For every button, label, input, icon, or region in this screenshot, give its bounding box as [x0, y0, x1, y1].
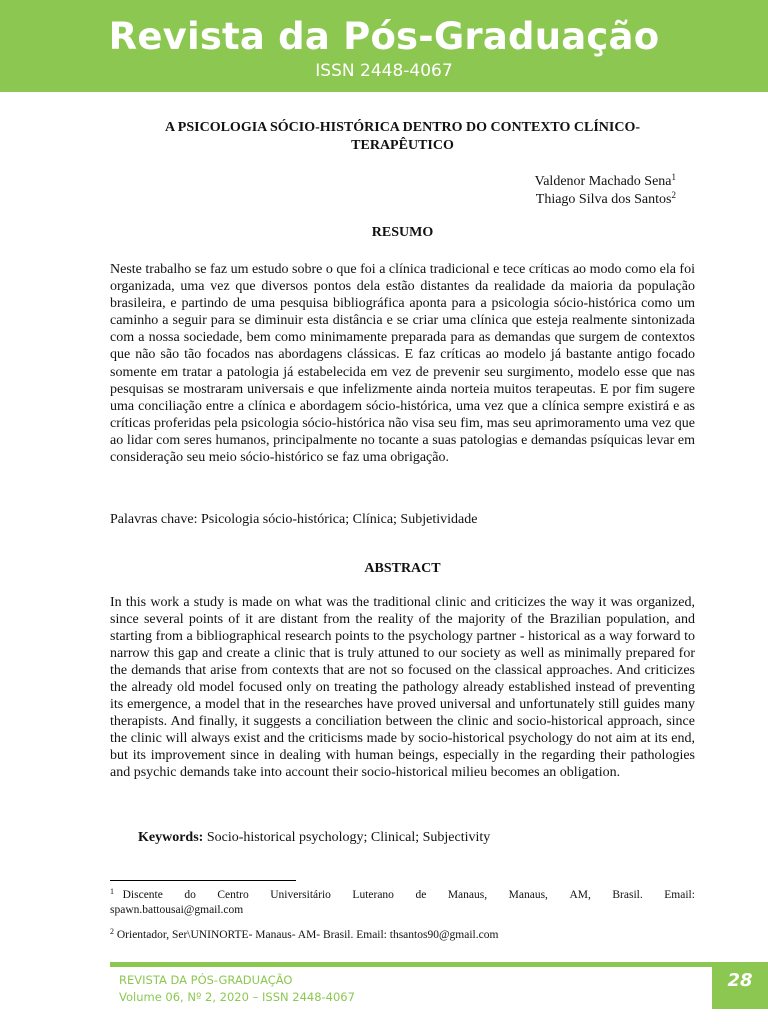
- abstract-heading: ABSTRACT: [364, 561, 441, 576]
- footnote-email[interactable]: spawn.battousai@gmail.com: [110, 904, 244, 916]
- footnote-word: AM,: [569, 889, 591, 901]
- author-name: Valdenor Machado Sena: [534, 174, 672, 189]
- resumo-keywords: Palavras chave: Psicologia sócio-histórica; Clínica; Subjetividade: [110, 512, 478, 527]
- footnote-text: Orientador, Ser\UNINORTE- Manaus- AM- Brasil. Email: thsantos90@gmail.com: [116, 929, 499, 941]
- footnote-number: 1: [110, 887, 114, 896]
- keywords-value: Socio-historical psychology; Clinical; Subjectivity: [206, 830, 491, 845]
- footnote-2: [110, 928, 695, 943]
- resumo-text: Neste trabalho se faz um estudo sobre o que foi a clínica tradicional e tece críticas ao modo como ela foi organizada, uma vez que diversos pontos dela estão distantes da realidade da maioria da população brasileira, e partindo de uma pesquisa bibliográfica aponta para a psicologia sócio-histórica como um caminho a seguir para se diminuir esta distância e se criar uma clínica que esteja realmente sintonizada com a nossa sociedade, bem como minimamente preparada para as demandas que surgem de contextos que não são tão focados nas abordagens clássicas. E faz críticas ao modelo já bastante antigo focado somente em tratar a patologia já estabelecida em vez de prevenir seu surgimento, modelo esse que nas pesquisas se mostraram universais e que infelizmente ainda norteia muitos terapeutas. E por fim sugere uma conciliação entre a clínica e abordagem sócio-histórica, uma vez que a clínica sempre existirá e as críticas proferidas pela psicologia sócio-histórica não visa seu fim, mas seu aprimoramento uma vez que ao lidar com seres humanos, principalmente no tocante a suas patologias e demandas psíquicas levar em consideração seu meio sócio-histórico se faz uma obrigação.: [110, 262, 695, 466]
- footnote-ref: 1: [671, 172, 676, 182]
- footnote-word: [110, 888, 163, 903]
- footer-volume-line: Volume 06, Nº 2, 2020 – ISSN 2448-4067: [119, 990, 355, 1004]
- journal-issn: ISSN 2448-4067: [315, 61, 453, 81]
- keywords-label: Keywords:: [138, 830, 204, 845]
- footnote-divider: [110, 880, 296, 881]
- article-title-line: A PSICOLOGIA SÓCIO-HISTÓRICA DENTRO DO CONTEXTO CLÍNICO-: [164, 120, 641, 135]
- footnote-1: [110, 888, 695, 918]
- footnote-word: do: [184, 889, 196, 901]
- footnote-word: Universitário: [270, 889, 331, 901]
- footnote-word: Manaus,: [508, 889, 548, 901]
- journal-header: [0, 0, 768, 92]
- footnote-word: Manaus,: [447, 889, 488, 901]
- resumo-heading: RESUMO: [371, 225, 434, 240]
- author-list: [535, 173, 676, 209]
- journal-title: Revista da Pós-Graduação: [108, 15, 660, 58]
- abstract-keywords: [138, 829, 698, 846]
- author-name: Thiago Silva dos Santos: [535, 192, 672, 207]
- footnote-word: Centro: [217, 889, 249, 901]
- abstract-text: In this work a study is made on what was the traditional clinic and criticizes the way it was organized, since several points of it are distant from the reality of the majority of the Brazilian population, and starting from a bibliographical research points to the psychology partner - historical as a way forward to narrow this gap and create a clinic that is truly attuned to our society as well as minimally prepared for the demands that arise from contexts that are not so focused on the classical approaches. And criticizes the already old model focused only on treating the pathology already established instead of preventing its emergence, a model that in the researches have proved universal and unfortunately still guides many therapists. And finally, it suggests a conciliation between the clinic and socio-historical approach, since the clinic will always exist and the criticisms made by socio-historical psychology do not aim at its end, but its improvement since in dealing with human beings, especially in the regarding their pathologies and psychic demands take into account their socio-historical milieu becomes an obligation.: [110, 595, 695, 780]
- footnote-ref: 2: [671, 190, 676, 200]
- author: [535, 173, 676, 191]
- footnote-1-line1: [110, 888, 695, 903]
- footnote-word: de: [415, 889, 427, 901]
- footnote-word: Brasil.: [612, 889, 643, 901]
- footnote-word: Luterano: [352, 889, 394, 901]
- article-title-line: TERAPÊUTICO: [351, 137, 454, 153]
- footer-rule: [110, 962, 768, 967]
- article-title: [110, 119, 695, 154]
- footer-journal-name: REVISTA DA PÓS-GRADUAÇÃO: [119, 973, 293, 987]
- page-number: 28: [712, 967, 768, 1009]
- footnote-number: 2: [110, 927, 114, 936]
- footnote-word: Discente: [122, 889, 163, 901]
- footnote-word: Email:: [664, 889, 695, 901]
- author: [535, 191, 676, 209]
